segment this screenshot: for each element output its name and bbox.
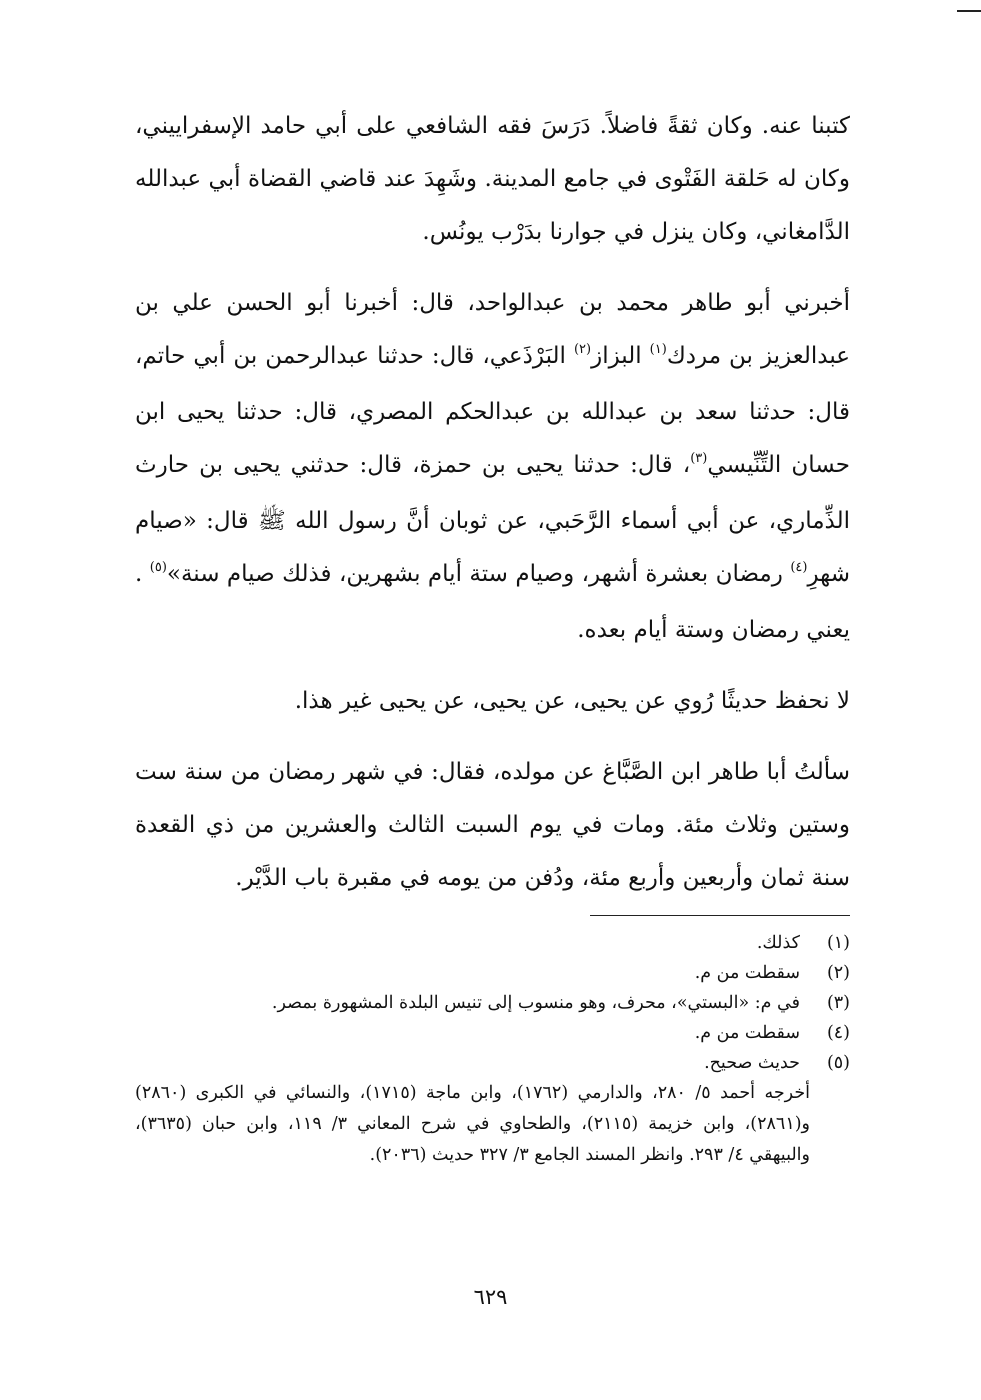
paragraph-2-part-3: البَرْذَعي، قال: حدثنا عبدالرحمن بن أبي حاتم، قال: حدثنا سعد بن عبدالله بن عبدالحكم المصري، قال: حدثنا يحيى ابن حسان التِّنِّيسي bbox=[135, 343, 850, 478]
paragraph-2-part-1: أخبرني أبو طاهر محمد بن عبدالواحد، قال: أخبرنا أبو الحسن علي بن عبدالعزيز بن مردك bbox=[135, 290, 850, 369]
footnote-marker-2: (٢) bbox=[573, 342, 592, 357]
footnote-3 bbox=[135, 988, 850, 1018]
paragraph-2-part-2: البزاز bbox=[591, 343, 642, 369]
footnote-number: (٤) bbox=[826, 1023, 850, 1043]
footnote-marker-4: (٤) bbox=[790, 560, 808, 575]
footnote-text: حديث صحيح. bbox=[704, 1053, 800, 1073]
footnote-marker-5: (٥) bbox=[149, 560, 167, 575]
footnote-4 bbox=[135, 1018, 850, 1048]
paragraph-3: لا نحفظ حديثًا رُوي عن يحيى، عن يحيى، عن يحيى غير هذا. bbox=[294, 688, 850, 714]
corner-mark bbox=[957, 10, 981, 12]
footnote-number: (٢) bbox=[826, 963, 850, 983]
footnote-5 bbox=[135, 1048, 850, 1078]
footnote-divider bbox=[590, 915, 850, 916]
paragraph-2-part-5: رمضان بعشرة أشهر، وصيام ستة أيام بشهرين، فذلك صيام سنة» bbox=[166, 561, 783, 587]
footnote-number: (٣) bbox=[826, 993, 850, 1013]
paragraph-2 bbox=[135, 277, 850, 657]
footnote-5-continuation: أخرجه أحمد ٥/ ٢٨٠، والدارمي (١٧٦٢)، وابن ماجة (١٧١٥)، والنسائي في الكبرى (٢٨٦٠) و(٢٨٦١)، وابن خزيمة (٢١١٥)، والطحاوي في شرح المعاني ٣/ ١١٩، وابن حبان (٣٦٣٥)، والبيهقي ٤/ ٢٩٣. وانظر المسند الجامع ٣/ ٣٢٧ حديث (٢٠٣٦). bbox=[135, 1083, 811, 1165]
footnotes bbox=[135, 928, 850, 1171]
paragraph-2-part-6: . يعني رمضان وستة أيام بعده. bbox=[135, 561, 850, 643]
footnote-text: كذلك. bbox=[756, 933, 800, 953]
footnote-number: (٥) bbox=[826, 1053, 850, 1073]
page-number: ٦٢٩ bbox=[473, 1285, 508, 1309]
footnote-2 bbox=[135, 958, 850, 988]
footnote-text: في م: «البستي»، محرف، وهو منسوب إلى تنيس البلدة المشهورة بمصر. bbox=[271, 993, 800, 1013]
footnote-text: سقطت من م. bbox=[694, 963, 800, 983]
footnote-1 bbox=[135, 928, 850, 958]
paragraph-2-part-4: ، قال: حدثنا يحيى بن حمزة، قال: حدثني يحيى بن حارث الذِّماري، عن أبي أسماء الرَّحَبي، عن ثوبان أنَّ رسول الله ﷺ قال: «صيام شهرِ bbox=[135, 452, 851, 587]
paragraph-1: كتبنا عنه. وكان ثقةً فاضلاً. دَرَسَ فقه الشافعي على أبي حامد الإسفراييني، وكان له حَلقة الفَتْوى في جامع المدينة. وشَهِدَ عند قاضي القضاة أبي عبدالله الدَّامغاني، وكان ينزل في جوارنا بدَرْب يونُس. bbox=[135, 113, 850, 245]
footnote-text: سقطت من م. bbox=[694, 1023, 800, 1043]
page-body bbox=[135, 100, 850, 1171]
paragraph-4: سألتُ أبا طاهر ابن الصَّبَّاغ عن مولده، فقال: في شهر رمضان من سنة ست وستين وثلاث مئة. ومات في يوم السبت الثالث والعشرين من ذي القعدة سنة ثمان وأربعين وأربع مئة، ودُفن من يومه في مقبرة باب الدَّيْر. bbox=[135, 759, 850, 891]
footnote-number: (١) bbox=[826, 933, 850, 953]
footnote-marker-3: (٣) bbox=[690, 451, 708, 466]
footnote-marker-1: (١) bbox=[649, 342, 667, 357]
